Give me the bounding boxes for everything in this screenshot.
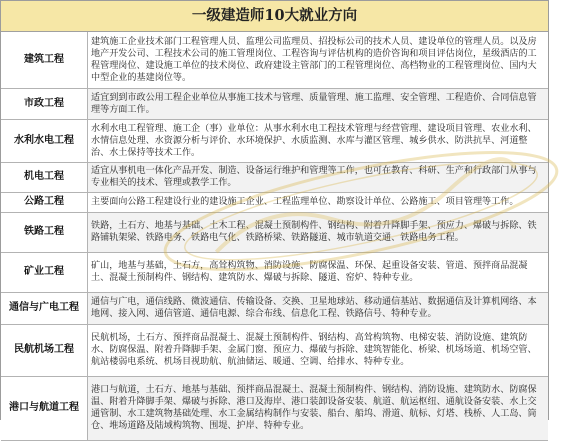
table-row bbox=[1, 376, 548, 440]
description-cell: 适宜到到市政公用工程企业单位从事施工技术与管理、质量管理、施工监理、安全管理、工程造价、合同信息管理等方面工作。 bbox=[88, 88, 549, 119]
job-directions-table bbox=[1, 32, 548, 441]
category-cell: 公路工程 bbox=[1, 192, 88, 212]
category-cell: 水利水电工程 bbox=[1, 119, 88, 162]
category-cell: 港口与航道工程 bbox=[1, 376, 88, 440]
page-title: 一级建造师10大就业方向 bbox=[1, 1, 548, 32]
category-cell: 通信与广电工程 bbox=[1, 292, 88, 324]
category-cell: 建筑工程 bbox=[1, 32, 88, 88]
table-row bbox=[1, 292, 548, 324]
table-row bbox=[1, 212, 548, 252]
description-cell: 铁路，土石方、地基与基础、土木工程、混凝土预制构件、钢结构、附着升降脚手架、预应力、爆破与拆除、铁路铺轨架梁、铁路电务、铁路电气化、铁路桥梁、铁路隧道、城市轨道交通、铁路电务工程。 bbox=[88, 212, 549, 252]
category-cell: 机电工程 bbox=[1, 162, 88, 192]
table-row bbox=[1, 32, 548, 88]
description-cell: 港口与航道，土石方、地基与基础、预拌商品混凝土、混凝土预制构件、钢结构、消防设施、建筑防水、防腐保温、附着升降脚手架、爆破与拆除、港口及海岸、港口装卸设备安装、航道、航运枢纽、通航设备安装、水上交通管制、水工建筑物基础处理、水工金属结构制作与安装、船台、船坞、滑道、航标、灯塔、栈桥、人工岛、筒仓、堆场道路及陆域构筑物、围堤、护岸、特种专业。 bbox=[88, 376, 549, 440]
table-row bbox=[1, 119, 548, 162]
table-row bbox=[1, 88, 548, 119]
description-cell: 适宜从事机电一体化产品开发、制造、设备运行维护和管理等工作，也可在教育、科研、生产和行政部门从事与专业相关的技术、管理或教学工作。 bbox=[88, 162, 549, 192]
description-cell: 矿山，地基与基础，土石方，高耸构筑物、消防设施、防腐保温、环保、起重设备安装、管道、预拌商品混凝土、混凝土预制构件、钢结构、建筑防水、爆破与拆除、隧道、窑炉、特种专业。 bbox=[88, 252, 549, 292]
table-row bbox=[1, 252, 548, 292]
description-cell: 主要面向公路工程建设行业的建设施工企业、工程监理单位、勘察设计单位、公路施工、项目管理等工作。 bbox=[88, 192, 549, 212]
description-cell: 民航机场，土石方、预拌商品混凝土、混凝土预制构件、钢结构、高耸构筑物、电梯安装、消防设施、建筑防水、防腐保温、附着升降脚手架、金属门窗、预应力、爆破与拆除、建筑智能化、桥梁、机场场道、机场空管、航站楼弱电系统、机场目视助航、航油储运、暖通、空调、给排水、特种专业。 bbox=[88, 324, 549, 376]
description-cell: 通信与广电，通信线路、微波通信、传输设备、交换、卫星地球站、移动通信基站、数据通信及计算机网络、本地网、接入网、通信管道、通信电源、综合布线、信息化工程、铁路信号、特种专业。 bbox=[88, 292, 549, 324]
category-cell: 矿业工程 bbox=[1, 252, 88, 292]
category-cell: 民航机场工程 bbox=[1, 324, 88, 376]
category-cell: 市政工程 bbox=[1, 88, 88, 119]
table-row bbox=[1, 192, 548, 212]
description-cell: 建筑施工企业技术部门工程管理人员、监理公司监理员、招投标公司的技术人员、建设单位的管理人员。以及房地产开发公司、工程技术公司的施工管理岗位、工程咨询与评估机构的造价咨询和项目评估岗位，星级酒店的工程管理岗位、建设施工单位的技术岗位、政府建设主管部门的工程管理岗位、高档物业的工程管理岗位、国内大中型企业的基建岗位等。 bbox=[88, 32, 549, 88]
category-cell: 铁路工程 bbox=[1, 212, 88, 252]
table-row bbox=[1, 324, 548, 376]
table-row bbox=[1, 162, 548, 192]
description-cell: 水利水电工程管理、施工企（事）业单位：从事水利水电工程技术管理与经营管理、建设项目管理、农业水利、水情信息处理、水资源分析与评价、水环境保护、水质监测、水库与灌区管理、城乡供水、防洪抗旱、河道整治、水土保持等技术工作。 bbox=[88, 119, 549, 162]
